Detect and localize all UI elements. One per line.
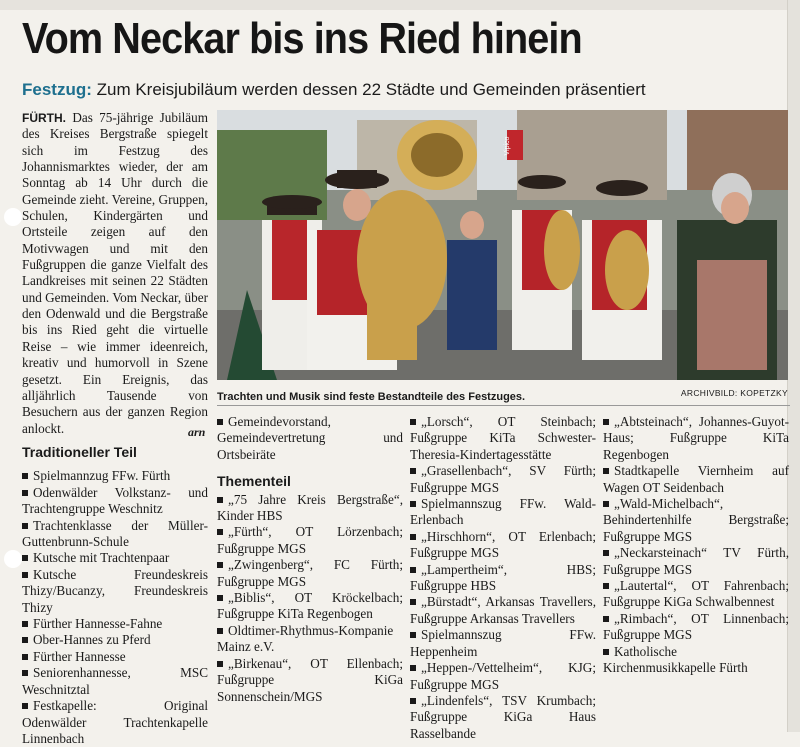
headline: Vom Neckar bis ins Ried hinein [22,14,582,63]
caption-divider [217,405,790,406]
parade-illustration [217,110,788,380]
photo-caption [217,387,790,405]
traditional-list-cont [217,414,403,463]
list-item: Oldtimer-Rhythmus-Kompanie Mainz e.V. [217,622,394,655]
photo-credit: ARCHIVBILD: KOPETZKY [680,388,788,398]
list-item: „Abtsteinach“, Johannes-Guyot-Haus; Fußgruppe KiTa Regenbogen [603,414,789,462]
list-item: Spielmannzug FFw. Fürth [22,468,208,484]
list-item: Spielmannszug FFw. Heppenheim [410,627,596,659]
scan-top-edge [0,0,800,10]
list-item: „Lindenfels“, TSV Krumbach; Fußgruppe KiGa Haus Rasselbande [410,692,596,741]
list-item: „Neckarsteinach“ TV Fürth, Fußgruppe MGS [603,545,789,577]
column-2 [217,414,403,705]
list-item: „Lampertheim“, HBS; Fußgruppe HBS [410,561,596,594]
list-item: „Rimbach“, OT Linnenbach; Fußgruppe MGS [603,610,789,643]
list-item: Kutsche Freundeskreis Thizy/Bucanzy, Freundeskreis Thizy [22,566,208,615]
list-item: Fürther Hannesse [22,649,208,665]
author-signature: arn [188,425,206,439]
list-item: Katholische Kirchenmusikkapelle Fürth [603,643,748,676]
lead-text: Das 75-jährige Jubiläum des Kreises Bergstraße spiegelt sich im Festzug des Johannismarktes wieder, der am Sonntag ab 14 Uhr durch die Gemeinde zieht. Vereine, Gruppen, Schulen, Kindergärten und Ortsteile zeigen auf den Motivwagen und mit den Fußgruppen die ganze Vielfalt des Landkreises mit seinen 22 Städten und Gemeinden. Vom Neckar, über den Odenwald und die Bergstraße bis ins Ried geht die virtuelle Reise – wie immer ideenreich, kreativ und humorvoll in Szene gesetzt. Ein Ereignis, das alljährlich Tausende von Besuchern aus der ganzen Region anlockt. [22,110,208,436]
section-title-traditional: Traditioneller Teil [22,444,137,460]
list-item: „Lorsch“, OT Steinbach; Fußgruppe KiTa Schwester-Theresia-Kindertagesstätte [410,414,596,462]
theme-list-end [603,414,789,677]
lead-paragraph [22,110,208,437]
shop-sign: Vipico [504,136,511,156]
list-item: „Bürstadt“, Arkansas Travellers, Fußgruppe Arkansas Travellers [410,594,596,626]
list-item: „Heppen-/Vettelheim“, KJG; Fußgruppe MGS [410,660,596,692]
list-item: Trachtenklasse der Müller-Guttenbrunn-Schule [22,517,208,550]
column-4 [603,414,789,677]
list-item: Festkapelle: Original Odenwälder Trachtenkapelle Linnenbach [22,698,208,746]
list-item: Kutsche mit Trachtenpaar [22,550,208,566]
column-traditional [22,444,208,747]
list-item: „Zwingenberg“, FC Fürth; Fußgruppe MGS [217,557,403,589]
list-item: Seniorenhannesse, MSC Weschnitztal [22,665,208,697]
list-item: „Lautertal“, OT Fahrenbach; Fußgruppe KiGa Schwalbennest [603,578,789,610]
dateline: FÜRTH. [22,111,66,125]
section-title-theme: Thementeil [217,473,291,490]
list-item: „Hirschhorn“, OT Erlenbach; Fußgruppe MGS [410,528,596,561]
list-item: „Biblis“, OT Kröckelbach; Fußgruppe KiTa Regenbogen [217,590,403,622]
punch-hole [4,550,22,568]
list-item: Odenwälder Volkstanz- und Trachtengruppe Weschnitz [22,484,208,517]
list-item: Gemeindevorstand, Gemeindevertretung und Ortsbeiräte [217,414,403,462]
traditional-list [22,468,208,747]
list-item: Spielmannszug FFw. Wald-Erlenbach [410,496,596,528]
theme-list-cont [410,414,596,742]
list-item: „Grasellenbach“, SV Fürth; Fußgruppe MGS [410,463,596,495]
list-item: Fürther Hannesse-Fahne [22,616,208,632]
list-item: „75 Jahre Kreis Bergstraße“, Kinder HBS [217,491,403,524]
list-item: „Fürth“, OT Lörzenbach; Fußgruppe MGS [217,524,403,556]
column-3 [410,414,596,742]
caption-text: Trachten und Musik sind feste Bestandteile des Festzuges. [217,391,526,403]
list-item: „Wald-Michelbach“, Behindertenhilfe Bergstraße; Fußgruppe MGS [603,496,789,544]
subheadline-kicker: Festzug: [22,80,92,99]
theme-list [217,492,403,705]
parade-photo [217,110,788,380]
subheadline [22,80,646,100]
list-item: Ober-Hannes zu Pferd [22,632,208,648]
list-item: Stadtkapelle Viernheim auf Wagen OT Seidenbach [603,463,789,495]
punch-hole [4,208,22,226]
subheadline-text: Zum Kreisjubiläum werden dessen 22 Städte und Gemeinden präsentiert [91,80,646,99]
list-item: „Birkenau“, OT Ellenbach; Fußgruppe KiGa Sonnenschein/MGS [217,655,403,704]
